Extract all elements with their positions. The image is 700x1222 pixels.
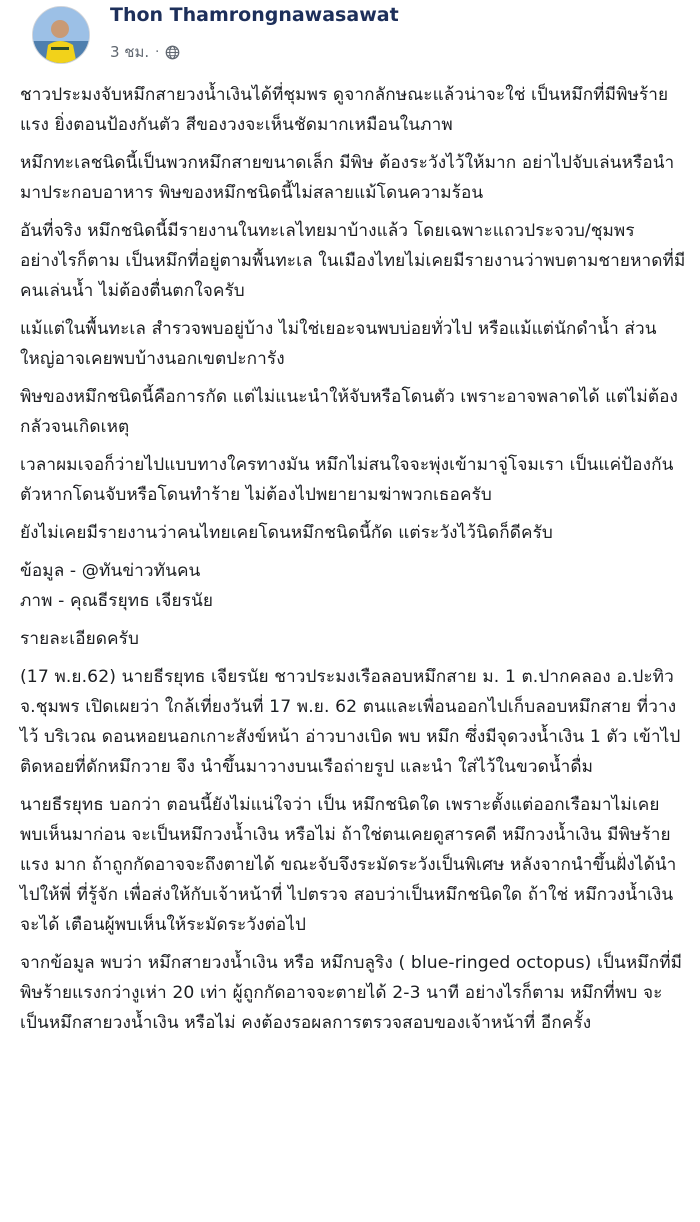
avatar-photo-icon (33, 7, 90, 64)
post-paragraph: ชาวประมงจับหมึกสายวงน้ำเงินได้ที่ชุมพร ดูจากลักษณะแล้วน่าจะใช่ เป็นหมึกที่มีพิษร้ายแรง ยิ่งตอนป้องกันตัว สีของวงจะเห็นชัดมากเหมือนในภาพ (20, 85, 669, 135)
post-paragraph: ยังไม่เคยมีรายงานว่าคนไทยเคยโดนหมึกชนิดนี้กัด แต่ระวังไว้นิดก็ดีครับ (20, 523, 553, 543)
globe-icon[interactable] (165, 45, 180, 60)
meta-separator: · (155, 44, 160, 60)
post-paragraph: เวลาผมเจอก็ว่ายไปแบบทางใครทางมัน หมึกไม่สนใจจะพุ่งเข้ามาจู่โจมเรา เป็นแค่ป้องกันตัวหากโดนจับหรือโดนทำร้าย ไม่ต้องไปพยายามฆ่าพวกเธอครับ (20, 455, 674, 505)
post-paragraph: พิษของหมึกชนิดนี้คือการกัด แต่ไม่แนะนำให้จับหรือโดนตัว เพราะอาจพลาดได้ แต่ไม่ต้องกลัวจนเกิดเหตุ (20, 387, 679, 437)
post-paragraph: นายธีรยุทธ บอกว่า ตอนนี้ยังไม่แน่ใจว่า เป็น หมึกชนิดใด เพราะตั้งแต่ออกเรือมาไม่เคยพบเห็นมาก่อน จะเป็นหมึกวงน้ำเงิน หรือไม่ ถ้าใช่ตนเคยดูสารคดี หมึกวงน้ำเงิน มีพิษร้ายแรง มาก ถ้าถูกกัดอาจจะถึงตายได้ ขณะจับจึงระมัดระวังเป็นพิเศษ หลังจากนำขึ้นฝั่งได้นำไปให้พี่ ที่รู้จัก เพื่อส่งให้กับเจ้าหน้าที่ ไปตรวจ สอบว่าเป็นหมึกชนิดใด ถ้าใช่ หมึกวงน้ำเงิน จะได้ เตือนผู้พบเห็นให้ระมัดระวังต่อไป (20, 795, 677, 935)
post-paragraph: จากข้อมูล พบว่า หมึกสายวงน้ำเงิน หรือ หมึกบลูริง ( blue-ringed octopus) เป็นหมึกที่มีพิษร้ายแรงกว่างูเห่า 20 เท่า ผู้ถูกกัดอาจจะตายได้ 2-3 นาที อย่างไรก็ตาม หมึกที่พบ จะเป็นหมึกสายวงน้ำเงิน หรือไม่ คงต้องรอผลการตรวจสอบของเจ้าหน้าที่ อีกครั้ง (20, 953, 683, 1033)
post-header (20, 0, 688, 72)
post-meta (110, 40, 180, 64)
post-timestamp-link[interactable]: 3 ชม. (110, 43, 150, 61)
post-paragraph: หมึกทะเลชนิดนี้เป็นพวกหมึกสายขนาดเล็ก มีพิษ ต้องระวังไว้ให้มาก อย่าไปจับเล่นหรือนำมาประกอบอาหาร พิษของหมึกชนิดนี้ไม่สลายแม้โดนความร้อน (20, 153, 675, 203)
post-credits: ข้อมูล - @ทันข่าวทันคน ภาพ - คุณธีรยุทธ เจียรนัย (20, 561, 214, 611)
author-name-link[interactable]: Thon Thamrongnawasawat (110, 4, 399, 26)
post-paragraph: อันที่จริง หมึกชนิดนี้มีรายงานในทะเลไทยมาบ้างแล้ว โดยเฉพาะแถวประจวบ/ชุมพร อย่างไรก็ตาม เป็นหมึกที่อยู่ตามพื้นทะเล ในเมืองไทยไม่เคยมีรายงานว่าพบตามชายหาดที่มีคนเล่นน้ำ ไม่ต้องตื่นตกใจครับ (20, 221, 686, 301)
post-paragraph: แม้แต่ในพื้นทะเล สำรวจพบอยู่บ้าง ไม่ใช่เยอะจนพบบ่อยทั่วไป หรือแม้แต่นักดำน้ำ ส่วนใหญ่อาจเคยพบบ้างนอกเขตปะการัง (20, 319, 657, 369)
post-body (20, 80, 688, 1038)
avatar[interactable] (32, 6, 90, 64)
post-paragraph: (17 พ.ย.62) นายธีรยุทธ เจียรนัย ชาวประมงเรือลอบหมึกสาย ม. 1 ต.ปากคลอง อ.ปะทิว จ.ชุมพร เปิดเผยว่า ใกล้เที่ยงวันที่ 17 พ.ย. 62 ตนและเพื่อนออกไปเก็บลอบหมึกสาย ที่วางไว้ บริเวณ ดอนหอยนอกเกาะสังข์หน้า อ่าวบางเบิด พบ หมึก ซึ่งมีจุดวงน้ำเงิน 1 ตัว เข้าไปติดหอยที่ดักหมึกวาย จึง นำขึ้นมาวางบนเรือถ่ายรูป และนำ ใส่ไว้ในขวดน้ำดื่ม (20, 667, 681, 777)
post-paragraph: รายละเอียดครับ (20, 629, 139, 649)
